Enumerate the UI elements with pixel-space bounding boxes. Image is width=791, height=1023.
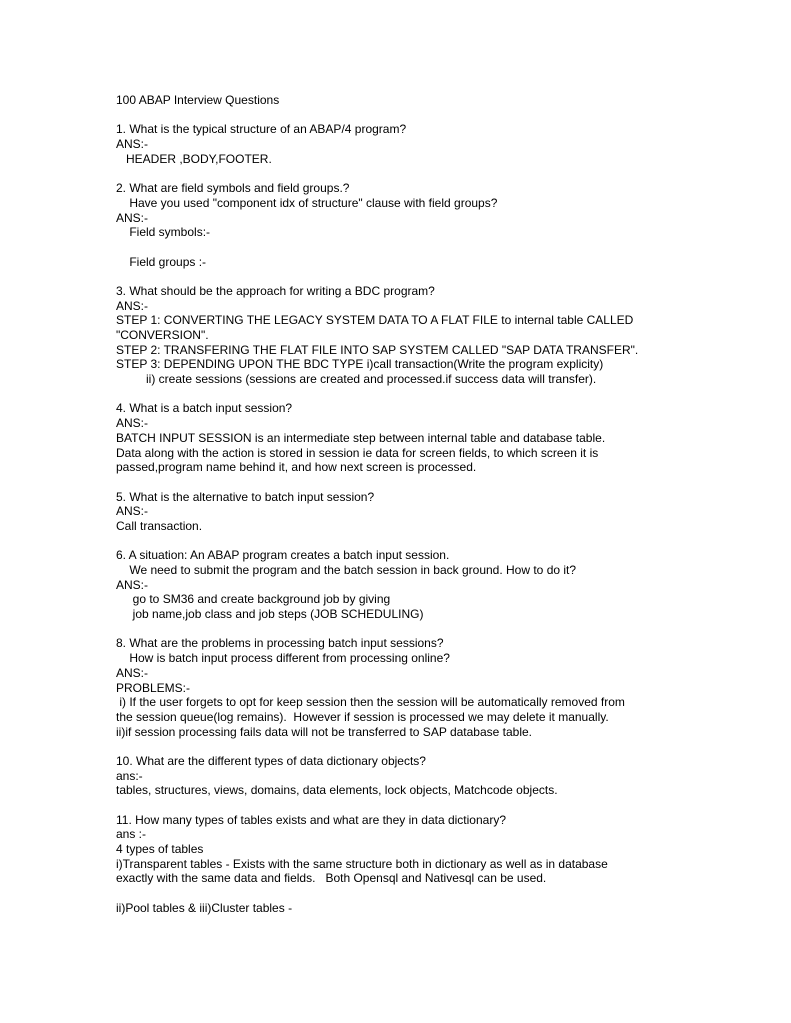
document-title: 100 ABAP Interview Questions — [116, 93, 280, 107]
blank-line — [116, 240, 776, 255]
text-line: 8. What are the problems in processing batch input sessions? — [116, 636, 444, 651]
text-line: STEP 3: DEPENDING UPON THE BDC TYPE i)call transaction(Write the program explicity) — [116, 357, 604, 372]
text-line: ANS:- — [116, 504, 149, 519]
text-line: 6. A situation: An ABAP program creates a batch input session. — [116, 548, 450, 563]
blank-line — [116, 269, 776, 284]
text-line: 1. What is the typical structure of an ABAP/4 program? — [116, 122, 407, 137]
blank-line — [116, 534, 776, 549]
text-line: job name,job class and job steps (JOB SCHEDULING) — [116, 607, 424, 622]
text-line: ii)Pool tables & iii)Cluster tables - — [116, 900, 293, 915]
text-line: exactly with the same data and fields. Both Opensql and Nativesql can be used. — [116, 871, 547, 886]
text-line: 11. How many types of tables exists and what are they in data dictionary? — [116, 812, 506, 827]
text-line: ANS:- — [116, 210, 149, 225]
text-line: Data along with the action is stored in session ie data for screen fields, to which screen it is — [116, 445, 599, 460]
blank-line — [116, 387, 776, 402]
text-line: ii) create sessions (sessions are created and processed.if success data will transfer). — [116, 372, 597, 387]
blank-line — [116, 475, 776, 490]
text-line: STEP 2: TRANSFERING THE FLAT FILE INTO SAP SYSTEM CALLED "SAP DATA TRANSFER". — [116, 342, 639, 357]
blank-line — [116, 739, 776, 754]
text-line: ANS:- — [116, 137, 149, 152]
text-line: Have you used "component idx of structure" clause with field groups? — [116, 195, 498, 210]
text-line: Field groups :- — [116, 254, 207, 269]
text-line: 4. What is a batch input session? — [116, 401, 293, 416]
text-line: passed,program name behind it, and how next screen is processed. — [116, 460, 477, 475]
text-line: the session queue(log remains). However if session is processed we may delete it manually. — [116, 709, 609, 724]
text-line: 10. What are the different types of data dictionary objects? — [116, 753, 426, 768]
blank-line — [116, 108, 776, 123]
text-line: HEADER ,BODY,FOOTER. — [116, 151, 272, 166]
text-line: 3. What should be the approach for writing a BDC program? — [116, 283, 435, 298]
text-line: 4 types of tables — [116, 842, 204, 857]
text-line: ans:- — [116, 768, 143, 783]
document-page — [116, 93, 776, 916]
text-line: i)Transparent tables - Exists with the same structure both in dictionary as well as in database — [116, 856, 608, 871]
text-line: go to SM36 and create background job by giving — [116, 592, 391, 607]
blank-line — [116, 622, 776, 637]
text-line: ANS:- — [116, 298, 149, 313]
text-line: Call transaction. — [116, 518, 203, 533]
text-line: ans :- — [116, 827, 147, 842]
text-line: How is batch input process different from processing online? — [116, 651, 450, 666]
text-line: i) If the user forgets to opt for keep session then the session will be automatically removed from — [116, 695, 625, 710]
blank-line — [116, 886, 776, 901]
text-line: PROBLEMS:- — [116, 680, 191, 695]
text-line: ANS:- — [116, 416, 149, 431]
text-line: "CONVERSION". — [116, 328, 209, 342]
text-line: tables, structures, views, domains, data elements, lock objects, Matchcode objects. — [116, 783, 558, 798]
document-body — [116, 108, 776, 916]
text-line: ii)if session processing fails data will not be transferred to SAP database table. — [116, 724, 533, 739]
text-line: We need to submit the program and the batch session in back ground. How to do it? — [116, 563, 577, 577]
text-line: ANS:- — [116, 577, 149, 592]
text-line: BATCH INPUT SESSION is an intermediate step between internal table and database table. — [116, 430, 606, 445]
blank-line — [116, 798, 776, 813]
text-line: STEP 1: CONVERTING THE LEGACY SYSTEM DATA TO A FLAT FILE to internal table CALLED — [116, 313, 634, 328]
text-line: ANS:- — [116, 665, 149, 680]
blank-line — [116, 166, 776, 181]
text-line: 5. What is the alternative to batch input session? — [116, 489, 375, 504]
text-line: Field symbols:- — [116, 225, 211, 240]
text-line: 2. What are field symbols and field groups.? — [116, 181, 350, 196]
